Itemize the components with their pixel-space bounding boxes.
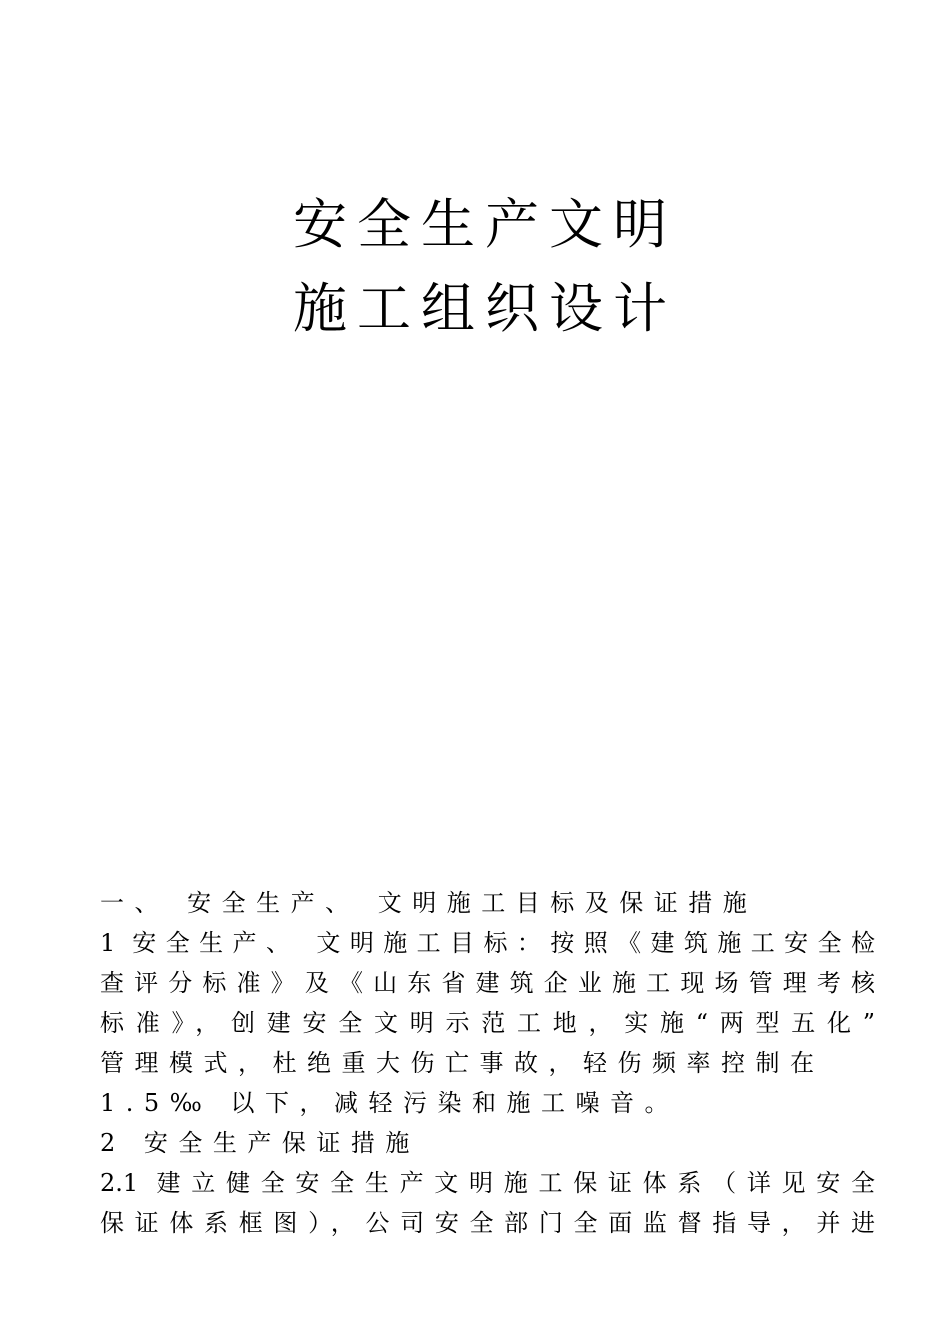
paragraph-line: 保证体系框图），公司安全部门全面监督指导，并进 [100, 1209, 875, 1237]
title-line-1: 安全生产文明 [293, 193, 677, 256]
document-title [0, 183, 950, 351]
paragraph-line: 管理模式，杜绝重大伤亡事故，轻伤频率控制在 [100, 1049, 825, 1077]
paragraph-line: 1.5‰ 以下，减轻污染和施工噪音。 [100, 1089, 679, 1117]
title-line-2: 施工组织设计 [293, 277, 677, 340]
subsection-heading: 2 安全生产保证措施 [100, 1129, 420, 1157]
paragraph-line: 查评分标准》及《山东省建筑企业施工现场管理考核 [100, 969, 875, 997]
paragraph-line: 1 安全生产、 文明施工目标：按照《建筑施工安全检 [100, 929, 875, 957]
section-heading: 一、 安全生产、 文明施工目标及保证措施 [100, 889, 758, 917]
paragraph-line: 标准》，创建安全文明示范工地，实施“两型五化” [100, 1009, 875, 1037]
document-body [100, 883, 890, 1243]
paragraph-line: 2.1 建立健全安全生产文明施工保证体系（详见安全 [100, 1169, 875, 1197]
